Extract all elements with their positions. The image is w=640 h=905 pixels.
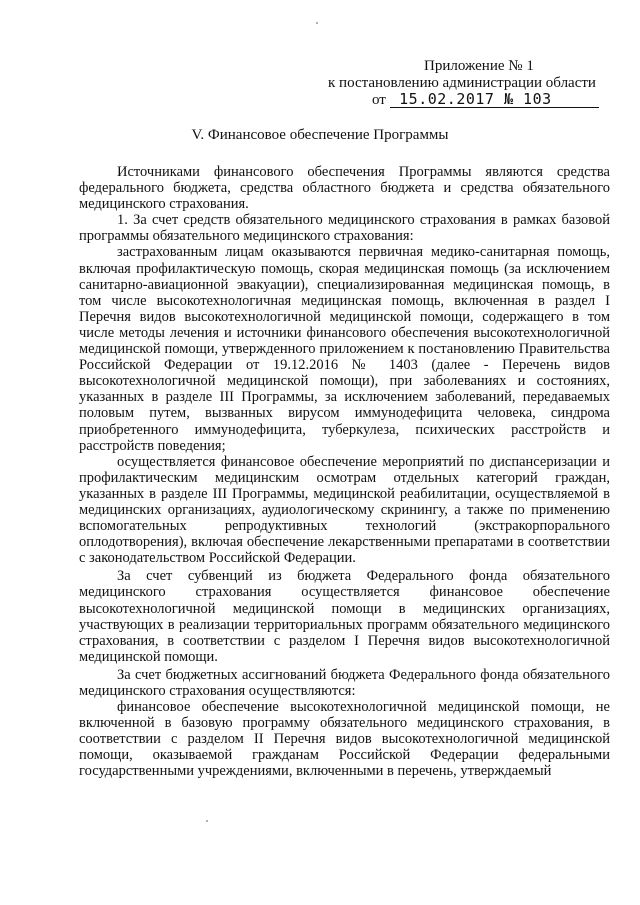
- document-header: [328, 58, 618, 109]
- resolution-reference: к постановлению администрации области: [328, 75, 596, 91]
- resolution-date: 15.02.2017: [399, 90, 495, 108]
- resolution-date-number: [328, 92, 618, 109]
- resolution-number: 103: [523, 90, 552, 108]
- scan-speck: [206, 820, 208, 822]
- paragraph: За счет субвенций из бюджета Федерального фонда обязательного медицинского страхования осуществляется финансовое обеспечение высокотехнологичной медицинской помощи в медицинских организациях, участвующих в реализации территориальных программ обязательного медицинского страхования, в соответствии с разделом I Перечня видов высокотехнологичной медицинской помощи.: [79, 568, 610, 665]
- paragraph: финансовое обеспечение высокотехнологичной медицинской помощи, не включенной в базовую программу обязательного медицинского страхования, в соответствии с разделом II Перечня видов высокотехнологичной медицинской помощи, оказываемой гражданам Российской Федерации федеральными государственными учреждениями, включенными в перечень, утверждаемый: [79, 699, 610, 780]
- from-label: от: [372, 92, 386, 108]
- paragraph: застрахованным лицам оказываются первичная медико-санитарная помощь, включая профилактическую помощь, скорая медицинская помощь (за исключением санитарно-авиационной эвакуации), специализированная медицинская помощь, в том числе высокотехнологичная медицинская помощь, включенная в раздел I Перечня видов высокотехнологичной медицинской помощи, содержащего в том числе методы лечения и источники финансового обеспечения высокотехнологичной медицинской помощи, утвержденного приложением к постановлению Правительства Российской Федерации от 19.12.2016 № 1403 (далее - Перечень видов высокотехнологичной медицинской помощи), при заболеваниях и состояниях, указанных в разделе III Программы, за исключением заболеваний, передаваемых половым путем, вызванных вирусом иммунодефицита человека, синдрома приобретенного иммунодефицита, туберкулеза, психических расстройств и расстройств поведения;: [79, 244, 610, 454]
- paragraph: За счет бюджетных ассигнований бюджета Федерального фонда обязательного медицинского страхования осуществляются:: [79, 666, 610, 699]
- paragraph: 1. За счет средств обязательного медицинского страхования в рамках базовой программы обязательного медицинского страхования:: [79, 212, 610, 245]
- paragraph: Источниками финансового обеспечения Программы являются средства федерального бюджета, средства областного бюджета и средства обязательного медицинского страхования.: [79, 164, 610, 213]
- number-sign: №: [503, 90, 514, 108]
- appendix-label: Приложение № 1: [424, 58, 534, 74]
- scan-speck: [316, 22, 318, 24]
- document-body: [79, 164, 610, 780]
- paragraph: осуществляется финансовое обеспечение мероприятий по диспансеризации и профилактическим медицинским осмотрам отдельных категорий граждан, указанных в разделе III Программы, медицинской реабилитации, осуществляемой в медицинских организациях, аудиологическому скринингу, а также по применению вспомогательных репродуктивных технологий (экстракорпорального оплодотворения), включая обеспечение лекарственными препаратами в соответствии с законодательством Российской Федерации.: [79, 453, 610, 567]
- section-title: V. Финансовое обеспечение Программы: [191, 127, 449, 143]
